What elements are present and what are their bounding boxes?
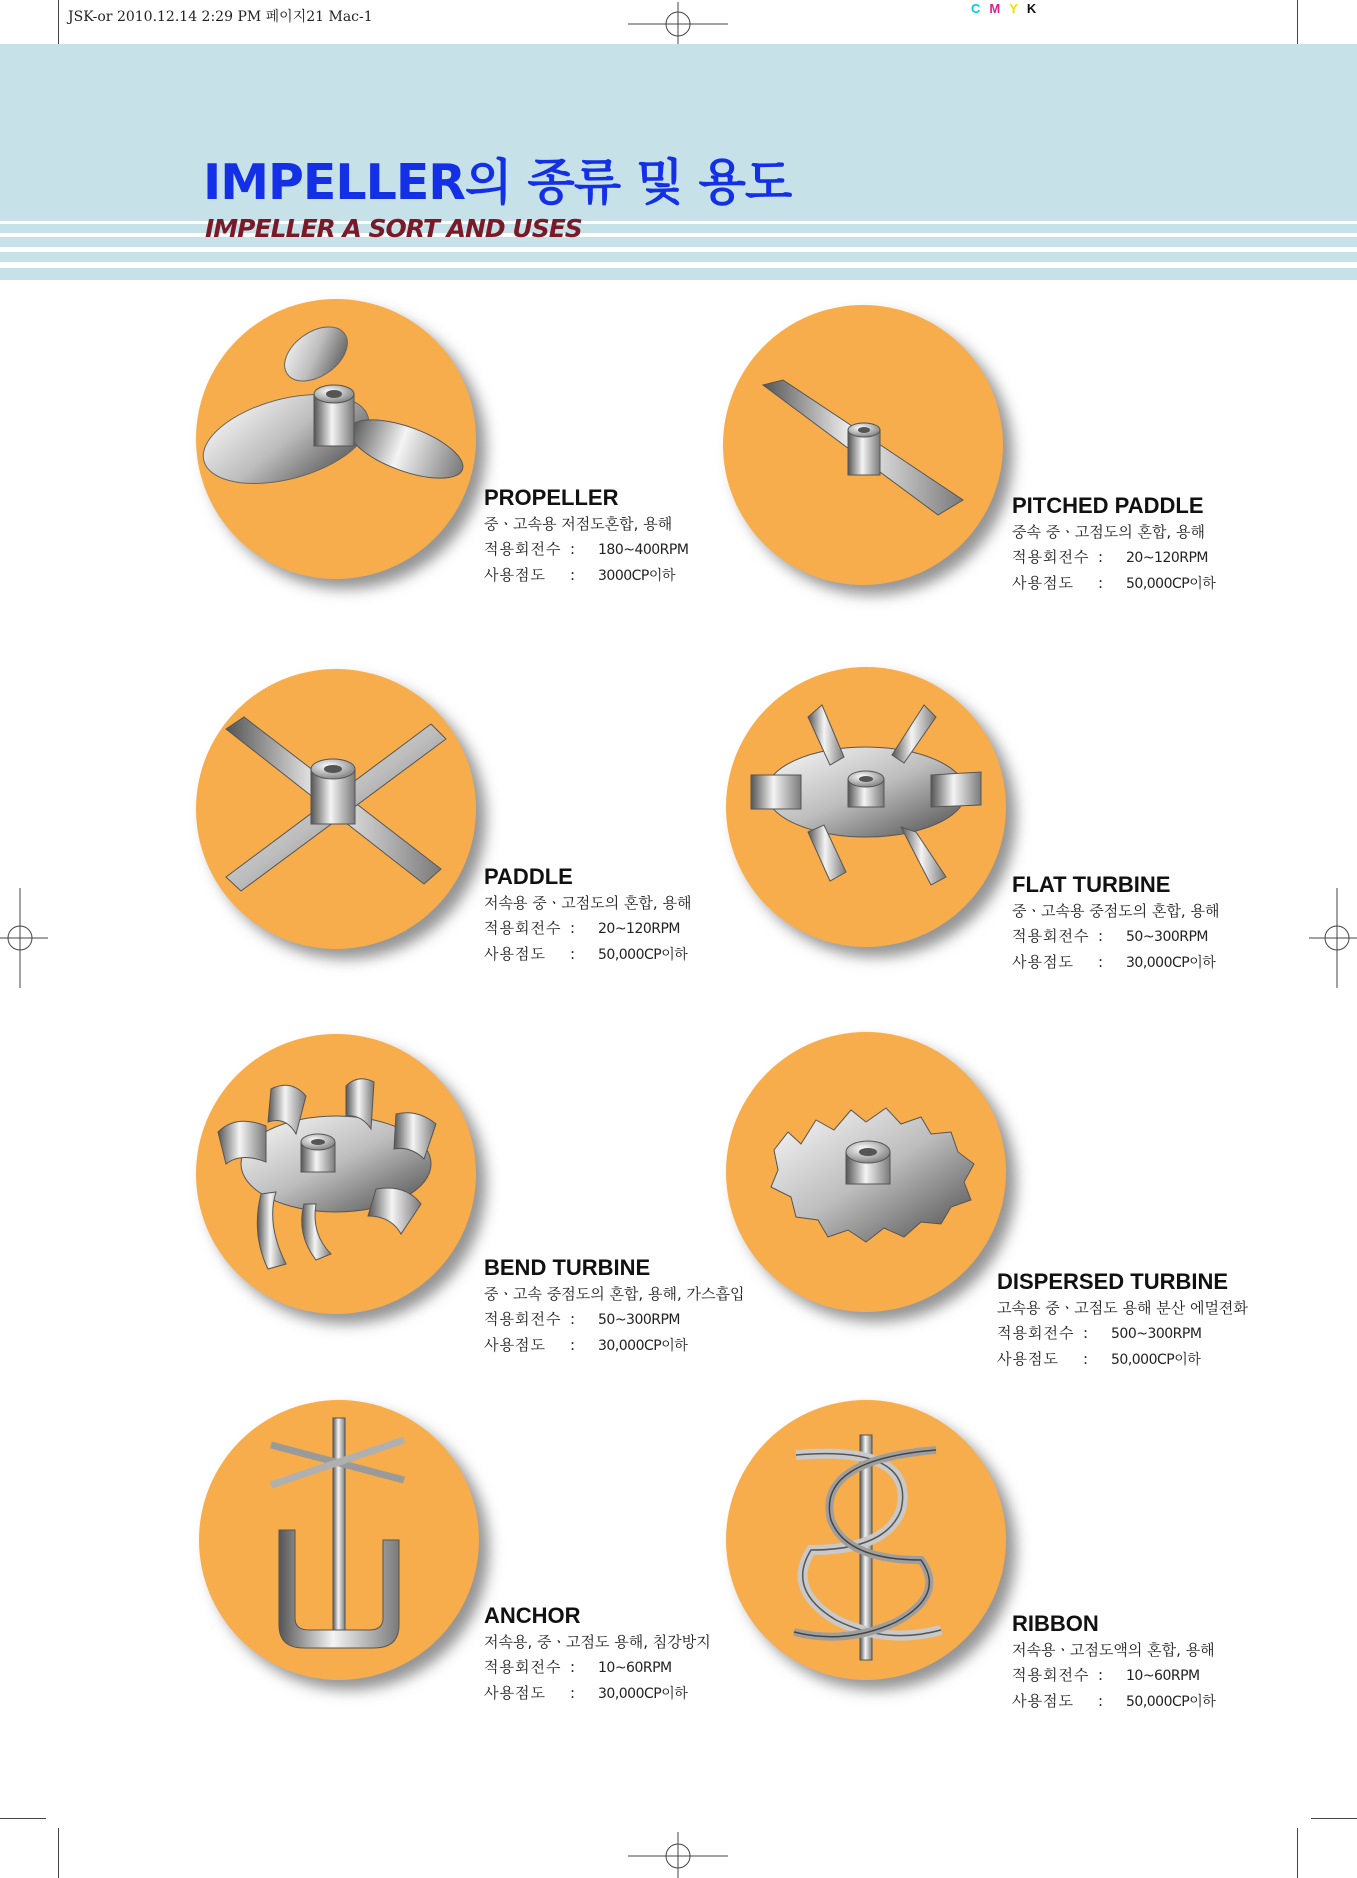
rpm-label: 적용회전수 bbox=[1012, 1666, 1090, 1684]
registration-mark-icon bbox=[628, 1832, 728, 1878]
crop-mark bbox=[58, 1828, 59, 1878]
viscosity-label: 사용점도 bbox=[484, 1336, 546, 1354]
viscosity-value: 30,000CP이하 bbox=[598, 1686, 688, 1702]
viscosity-value: 3000CP이하 bbox=[598, 568, 675, 584]
header-stripe bbox=[0, 247, 1357, 252]
viscosity-value: 50,000CP이하 bbox=[1126, 576, 1216, 592]
print-slug: JSK-or 2010.12.14 2:29 PM 페이지21 Mac-1 bbox=[68, 9, 373, 25]
rpm-value: 10~60RPM bbox=[1126, 1668, 1200, 1684]
impeller-use: 고속용 중ㆍ고점도 용해 분산 에멀젼화 bbox=[997, 1299, 1248, 1317]
impeller-name: BEND TURBINE bbox=[484, 1255, 651, 1280]
impeller-use: 중ㆍ고속 중점도의 혼합, 용해, 가스흡입 bbox=[484, 1285, 745, 1303]
rpm-value: 180~400RPM bbox=[598, 542, 689, 558]
pitched-paddle-icon bbox=[723, 305, 1003, 585]
impeller-name: PADDLE bbox=[484, 864, 573, 889]
header-stripe bbox=[0, 233, 1357, 237]
viscosity-value: 30,000CP이하 bbox=[1126, 955, 1216, 971]
rpm-label: 적용회전수 bbox=[484, 1658, 562, 1676]
impeller-info: BEND TURBINE 중ㆍ고속 중점도의 혼합, 용해, 가스흡입 적용회전수 : 50~300RPM 사용점도 : 30,000CP이하 bbox=[484, 1254, 744, 1359]
impeller-disc bbox=[726, 1032, 1006, 1312]
rpm-label: 적용회전수 bbox=[1012, 927, 1090, 945]
rpm-label: 적용회전수 bbox=[1012, 548, 1090, 566]
impeller-use: 저속용 중ㆍ고점도의 혼합, 용해 bbox=[484, 894, 692, 912]
impeller-use: 중속 중ㆍ고점도의 혼합, 용해 bbox=[1012, 523, 1205, 541]
viscosity-value: 30,000CP이하 bbox=[598, 1338, 688, 1354]
rpm-label: 적용회전수 bbox=[997, 1324, 1075, 1342]
viscosity-value: 50,000CP이하 bbox=[1126, 1694, 1216, 1710]
impeller-disc bbox=[196, 299, 476, 579]
impeller-name: RIBBON bbox=[1012, 1611, 1099, 1636]
crop-mark bbox=[1297, 0, 1298, 50]
impeller-info: PROPELLER 중ㆍ고속용 저점도혼합, 용해 적용회전수 : 180~400RPM 사용점도 : 3000CP이하 bbox=[484, 484, 688, 589]
header-stripe bbox=[0, 262, 1357, 268]
impeller-use: 중ㆍ고속용 저점도혼합, 용해 bbox=[484, 515, 673, 533]
impeller-use: 저속용, 중ㆍ고점도 용해, 침강방지 bbox=[484, 1633, 711, 1651]
rpm-value: 50~300RPM bbox=[1126, 929, 1209, 945]
impeller-name: FLAT TURBINE bbox=[1012, 872, 1171, 897]
impeller-info: ANCHOR 저속용, 중ㆍ고점도 용해, 침강방지 적용회전수 : 10~60RPM 사용점도 : 30,000CP이하 bbox=[484, 1602, 711, 1707]
impeller-disc bbox=[196, 1034, 476, 1314]
ribbon-icon bbox=[726, 1400, 1006, 1680]
impeller-disc bbox=[726, 1400, 1006, 1680]
paddle-icon bbox=[196, 669, 476, 949]
registration-mark-icon bbox=[628, 2, 728, 50]
crop-mark bbox=[1311, 1818, 1357, 1819]
header-stripe bbox=[0, 221, 1357, 224]
rpm-value: 20~120RPM bbox=[598, 921, 681, 937]
page-title: IMPELLER의 종류 및 용도 bbox=[203, 154, 792, 211]
impeller-disc bbox=[196, 669, 476, 949]
viscosity-label: 사용점도 bbox=[1012, 574, 1074, 592]
impeller-use: 저속용ㆍ고점도액의 혼합, 용해 bbox=[1012, 1641, 1215, 1659]
rpm-value: 10~60RPM bbox=[598, 1660, 672, 1676]
impeller-disc bbox=[726, 667, 1006, 947]
dispersed-turbine-icon bbox=[726, 1032, 1006, 1312]
impeller-name: ANCHOR bbox=[484, 1603, 581, 1628]
crop-mark bbox=[1297, 1828, 1298, 1878]
rpm-value: 20~120RPM bbox=[1126, 550, 1209, 566]
rpm-label: 적용회전수 bbox=[484, 540, 562, 558]
impeller-info: FLAT TURBINE 중ㆍ고속용 중점도의 혼합, 용해 적용회전수 : 50~300RPM 사용점도 : 30,000CP이하 bbox=[1012, 871, 1219, 976]
crop-mark bbox=[0, 1818, 46, 1819]
registration-mark-icon bbox=[1309, 888, 1357, 988]
viscosity-value: 50,000CP이하 bbox=[1111, 1352, 1201, 1368]
viscosity-label: 사용점도 bbox=[484, 945, 546, 963]
impeller-use: 중ㆍ고속용 중점도의 혼합, 용해 bbox=[1012, 902, 1220, 920]
impeller-info: DISPERSED TURBINE 고속용 중ㆍ고점도 용해 분산 에멀젼화 적용회전수 : 500~300RPM 사용점도 : 50,000CP이하 bbox=[997, 1268, 1248, 1373]
viscosity-label: 사용점도 bbox=[1012, 1692, 1074, 1710]
viscosity-label: 사용점도 bbox=[1012, 953, 1074, 971]
rpm-value: 500~300RPM bbox=[1111, 1326, 1202, 1342]
bend-turbine-icon bbox=[196, 1034, 476, 1314]
impeller-name: PROPELLER bbox=[484, 485, 619, 510]
flat-turbine-icon bbox=[726, 667, 1006, 947]
impeller-disc bbox=[199, 1400, 479, 1680]
impeller-name: DISPERSED TURBINE bbox=[997, 1269, 1229, 1294]
impeller-info: RIBBON 저속용ㆍ고점도액의 혼합, 용해 적용회전수 : 10~60RPM 사용점도 : 50,000CP이하 bbox=[1012, 1610, 1215, 1715]
rpm-value: 50~300RPM bbox=[598, 1312, 681, 1328]
viscosity-label: 사용점도 bbox=[997, 1350, 1059, 1368]
page-subtitle: IMPELLER A SORT AND USES bbox=[205, 214, 582, 243]
impeller-info: PITCHED PADDLE 중속 중ㆍ고점도의 혼합, 용해 적용회전수 : 20~120RPM 사용점도 : 50,000CP이하 bbox=[1012, 492, 1215, 597]
viscosity-label: 사용점도 bbox=[484, 1684, 546, 1702]
rpm-label: 적용회전수 bbox=[484, 1310, 562, 1328]
registration-mark-icon bbox=[0, 888, 48, 988]
cmyk-color-bar: CMYK bbox=[971, 1, 1046, 16]
impeller-info: PADDLE 저속용 중ㆍ고점도의 혼합, 용해 적용회전수 : 20~120RPM 사용점도 : 50,000CP이하 bbox=[484, 863, 691, 968]
propeller-icon bbox=[196, 299, 476, 579]
impeller-name: PITCHED PADDLE bbox=[1012, 493, 1204, 518]
viscosity-label: 사용점도 bbox=[484, 566, 546, 584]
viscosity-value: 50,000CP이하 bbox=[598, 947, 688, 963]
anchor-icon bbox=[199, 1400, 479, 1680]
rpm-label: 적용회전수 bbox=[484, 919, 562, 937]
crop-mark bbox=[58, 0, 59, 50]
impeller-disc bbox=[723, 305, 1003, 585]
